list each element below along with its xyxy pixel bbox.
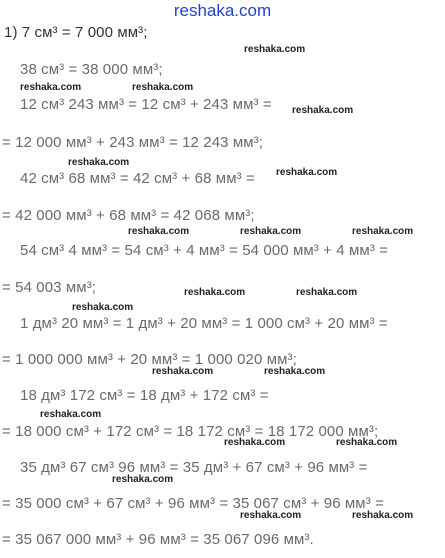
watermark: reshaka.com bbox=[68, 157, 130, 168]
solution-line: = 35 067 000 мм³ + 96 мм³ = 35 067 096 мм³. bbox=[2, 531, 314, 548]
watermark: reshaka.com bbox=[352, 510, 414, 521]
watermark: reshaka.com bbox=[224, 437, 286, 448]
watermark: reshaka.com bbox=[112, 474, 174, 485]
solution-line: 54 см³ 4 мм³ = 54 см³ + 4 мм³ = 54 000 мм³ + 4 мм³ = bbox=[20, 242, 389, 259]
solution-line: 1) 7 см³ = 7 000 мм³; bbox=[4, 24, 148, 41]
watermark: reshaka.com bbox=[264, 366, 326, 377]
watermark: reshaka.com bbox=[296, 287, 358, 298]
watermark: reshaka.com bbox=[72, 302, 134, 313]
watermark: reshaka.com bbox=[244, 44, 306, 55]
watermark: reshaka.com bbox=[20, 82, 82, 93]
watermark: reshaka.com bbox=[240, 226, 302, 237]
watermark: reshaka.com bbox=[352, 226, 414, 237]
watermark: reshaka.com bbox=[128, 226, 190, 237]
watermark: reshaka.com bbox=[276, 167, 338, 178]
solution-line: = 42 000 мм³ + 68 мм³ = 42 068 мм³; bbox=[2, 207, 255, 224]
solution-line: = 12 000 мм³ + 243 мм³ = 12 243 мм³; bbox=[2, 134, 264, 151]
solution-line: 38 см³ = 38 000 мм³; bbox=[20, 61, 163, 78]
solution-line: = 54 003 мм³; bbox=[2, 279, 97, 296]
solution-line: = 1 000 000 мм³ + 20 мм³ = 1 000 020 мм³; bbox=[2, 351, 297, 368]
watermark: reshaka.com bbox=[240, 510, 302, 521]
solution-line: 42 см³ 68 мм³ = 42 см³ + 68 мм³ = bbox=[20, 170, 255, 187]
watermark: reshaka.com bbox=[40, 409, 102, 420]
watermark: reshaka.com bbox=[184, 287, 246, 298]
solution-line: 12 см³ 243 мм³ = 12 см³ + 243 мм³ = bbox=[20, 96, 272, 113]
solution-line: = 18 000 см³ + 172 см³ = 18 172 см³ = 18 172 000 мм³; bbox=[2, 423, 379, 440]
solution-line: 18 дм³ 172 см³ = 18 дм³ + 172 см³ = bbox=[20, 387, 269, 404]
watermark: reshaka.com bbox=[292, 105, 354, 116]
watermark-top: reshaka.com bbox=[173, 1, 272, 20]
solution-line: = 35 000 см³ + 67 см³ + 96 мм³ = 35 067 см³ + 96 мм³ = bbox=[2, 495, 384, 512]
watermark: reshaka.com bbox=[336, 437, 398, 448]
watermark: reshaka.com bbox=[152, 366, 214, 377]
solution-line: 1 дм³ 20 мм³ = 1 дм³ + 20 мм³ = 1 000 см³ + 20 мм³ = bbox=[20, 315, 388, 332]
solution-line: 35 дм³ 67 см³ 96 мм³ = 35 дм³ + 67 см³ + 96 мм³ = bbox=[20, 459, 368, 476]
watermark: reshaka.com bbox=[132, 82, 194, 93]
